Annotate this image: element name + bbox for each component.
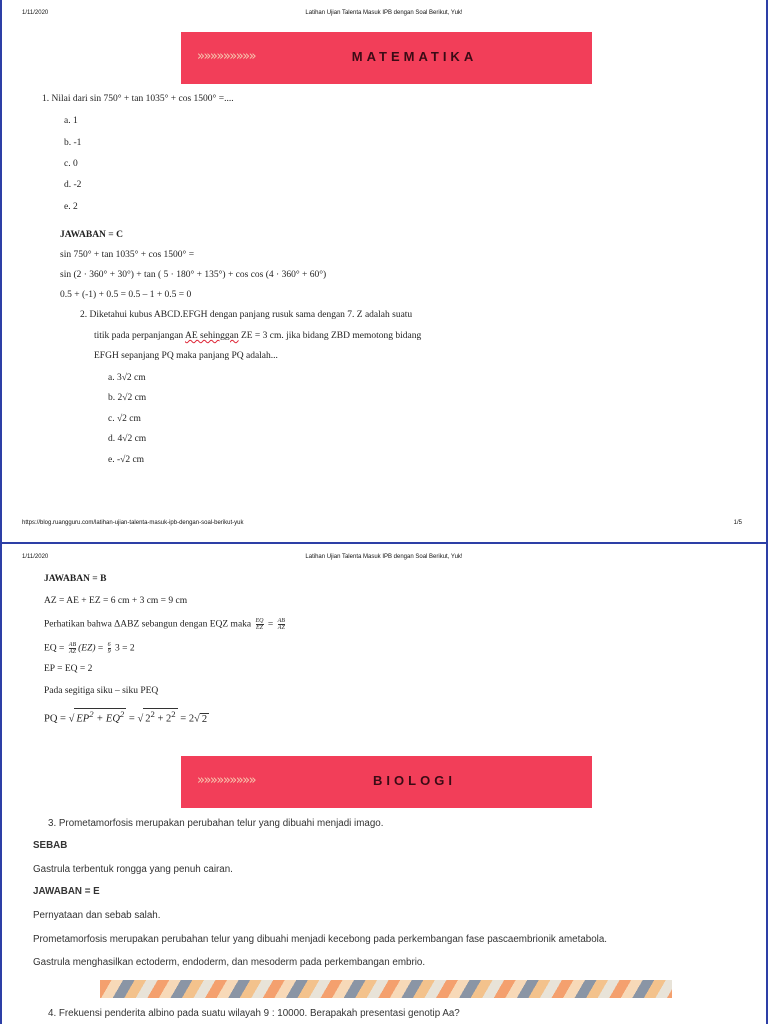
eq-fraction-value: $\frac{6}{9}$ [107,642,111,655]
option-b: b. -1 [64,138,82,148]
explanation-1: Pernyataan dan sebab salah. [33,910,161,921]
chevron-decoration: »»»»»»»»» [197,773,256,788]
banner-label: BIOLOGI [373,773,456,788]
option-c: c. 0 [64,159,78,169]
banner-matematika [181,32,592,84]
answer-1: JAWABAN = C [60,230,123,240]
footer-url: https://blog.ruangguru.com/latihan-ujian-talenta-masuk-ipb-dengan-soal-berikut-yuk [22,520,244,526]
chevron-decoration: »»»»»»»»» [197,49,256,64]
option-e: e. -√2 cm [108,455,145,465]
option-b: b. 2√2 cm [108,393,147,403]
question-2-line-3: EFGH sepanjang PQ maka panjang PQ adalah... [94,351,278,361]
question-1: 1. Nilai dari sin 750° + tan 1035° + cos 1500° =.... [42,94,234,104]
solution-az: AZ = AE + EZ = 6 cm + 3 cm = 9 cm [44,596,188,606]
eq-fraction: $\frac{AB}{AZ}$ [68,642,77,655]
banner-biologi [181,756,592,808]
question-2-line-1: 2. Diketahui kubus ABCD.EFGH dengan panjang rusuk sama dengan 7. Z adalah suatu [80,310,413,320]
eq-label: EQ = [44,643,65,654]
decorative-pattern-strip [100,980,672,998]
option-a: a. 1 [64,116,78,126]
question-2-line-2 [94,331,421,341]
solution-step-1: sin 750° + tan 1035° + cos 1500° = [60,250,195,260]
document-page-2 [2,544,766,1024]
eq-tail: = 2 [122,643,135,654]
solution-eq: EQ = $\frac{AB}{AZ}$ (EZ) = $\frac{6}{9}$ 3 = 2 [44,642,135,655]
answer-2: JAWABAN = B [44,574,107,584]
header-date: 1/11/2020 [22,10,49,16]
question-4: 4. Frekuensi penderita albino pada suatu wilayah 9 : 10000. Berapakah presentasi genotip Aa? [48,1008,460,1019]
similar-text: Perhatikan bahwa ΔABZ sebangun dengan EQZ maka [44,619,252,630]
header-title: Latihan Ujian Talenta Masuk IPB dengan Soal Berikut, Yuk! [305,554,463,560]
pq-label: PQ = [44,713,66,725]
q2-text-a: titik pada perpanjangan [94,331,186,341]
header-date: 1/11/2020 [22,554,49,560]
ratio-fraction: $\frac{EQ}{EZ}$ [255,618,264,631]
option-a: a. 3√2 cm [108,373,146,383]
question-3: 3. Prometamorfosis merupakan perubahan telur yang dibuahi menjadi imago. [48,818,384,829]
solution-step-3: 0.5 + (-1) + 0.5 = 0.5 – 1 + 0.5 = 0 [60,290,192,300]
solution-triangle: Pada segitiga siku – siku PEQ [44,686,159,696]
solution-step-2: sin (2 · 360° + 30°) + tan ( 5 · 180° + 135°) + cos cos (4 · 360° + 60°) [60,270,327,280]
ratio-fraction: $\frac{AB}{AZ}$ [277,618,285,631]
q2-text-c: ZE = 3 cm. jika bidang ZBD memotong bidang [238,331,422,341]
option-c: c. √2 cm [108,414,141,424]
solution-similar: Perhatikan bahwa ΔABZ sebangun dengan EQZ maka $\frac{EQ}{EZ}$ = $\frac{AB}{AZ}$ [44,618,285,631]
answer-3: JAWABAN = E [33,886,100,897]
q2-underlined-text: AE sehinggan [185,331,239,341]
option-e: e. 2 [64,202,78,212]
sebab-label: SEBAB [33,840,68,851]
document-page-1 [2,0,766,542]
option-d: d. 4√2 cm [108,434,147,444]
solution-ep: EP = EQ = 2 [44,664,93,674]
header-title: Latihan Ujian Talenta Masuk IPB dengan Soal Berikut, Yuk! [305,10,463,16]
explanation-2: Prometamorfosis merupakan perubahan telur yang dibuahi menjadi kecebong pada perkembangan fase pascaembrionik ametabola. [33,934,608,945]
option-d: d. -2 [64,180,82,190]
page-number: 1/5 [733,520,742,526]
banner-label: MATEMATIKA [351,49,478,64]
reason-text: Gastrula terbentuk rongga yang penuh cairan. [33,864,233,875]
solution-pq: PQ = √ $EP^2 + EQ^2$ = √ $2^2 + 2^2 = 2√$ 2 [44,709,208,725]
explanation-3: Gastrula menghasilkan ectoderm, endoderm, dan mesoderm pada perkembangan embrio. [33,957,426,968]
